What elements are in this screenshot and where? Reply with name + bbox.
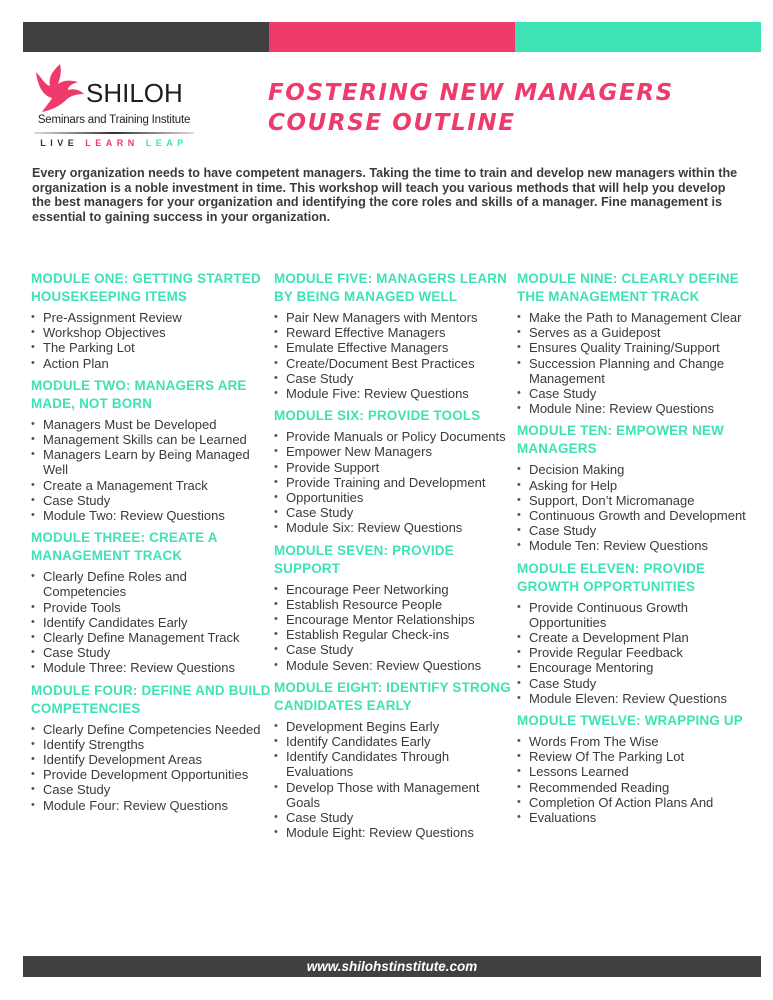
module-heading: MODULE TEN: EMPOWER NEW MANAGERS xyxy=(517,423,724,457)
topic-item: • Pre-Assignment Review xyxy=(31,310,271,325)
topic-item: • Module Eight: Review Questions xyxy=(274,825,514,840)
website-link[interactable]: www.shilohstinstitute.com xyxy=(306,959,478,974)
topic-item: • Provide Training and Development xyxy=(274,475,514,490)
logo-brand-text: SHILOH xyxy=(86,78,183,108)
topic-item: • Establish Resource People xyxy=(274,597,514,612)
topic-item: • Pair New Managers with Mentors xyxy=(274,310,514,325)
topic-item: • Create/Document Best Practices xyxy=(274,356,514,371)
topic-item: • Identify Candidates Early xyxy=(274,734,514,749)
module-topic-list xyxy=(517,734,757,825)
topic-item: • Decision Making xyxy=(517,462,757,477)
topic-item: • Emulate Effective Managers xyxy=(274,340,514,355)
top-color-bar xyxy=(23,22,761,52)
topic-item: • Action Plan xyxy=(31,356,271,371)
topic-item: • Case Study xyxy=(274,810,514,825)
topic-item: • Clearly Define Roles and Competencies xyxy=(31,569,271,599)
topic-item: • Provide Manuals or Policy Documents xyxy=(274,429,514,444)
topic-item: • Encourage Peer Networking xyxy=(274,582,514,597)
module-topic-list xyxy=(517,600,757,706)
topic-item: • Module Four: Review Questions xyxy=(31,798,271,813)
module-section xyxy=(31,529,271,675)
module-section xyxy=(274,542,514,673)
module-topic-list xyxy=(517,462,757,553)
topic-item: • Case Study xyxy=(31,493,271,508)
module-heading: MODULE FIVE: MANAGERS LEARN BY BEING MANAGED WELL xyxy=(274,271,508,304)
topic-item: • Reward Effective Managers xyxy=(274,325,514,340)
top-bar-pink-segment xyxy=(269,22,515,52)
module-heading: MODULE TWELVE: WRAPPING UP xyxy=(517,713,743,729)
topic-item: • Make the Path to Management Clear xyxy=(517,310,757,325)
topic-item: • Create a Development Plan xyxy=(517,630,757,645)
module-heading: MODULE THREE: CREATE A MANAGEMENT TRACK xyxy=(31,530,218,564)
topic-item: • Case Study xyxy=(517,676,757,691)
topic-item: • Words From The Wise xyxy=(517,734,757,749)
module-section xyxy=(274,270,514,401)
module-topic-list xyxy=(274,310,514,401)
module-section xyxy=(31,377,271,523)
topic-item: • Lessons Learned xyxy=(517,764,757,779)
topic-item: • Identify Candidates Through Evaluations xyxy=(274,749,514,779)
module-heading: MODULE EIGHT: IDENTIFY STRONG CANDIDATES EARLY xyxy=(274,679,511,713)
module-heading: MODULE TWO: MANAGERS ARE MADE, NOT BORN xyxy=(31,377,247,411)
module-heading: MODULE NINE: CLEARLY DEFINE THE MANAGEMENT TRACK xyxy=(517,271,739,304)
topic-item: • Case Study xyxy=(31,645,271,660)
outline-column-3 xyxy=(517,270,757,831)
topic-item: • Case Study xyxy=(274,642,514,657)
module-heading: MODULE ONE: GETTING STARTED HOUSEKEEPING ITEMS xyxy=(31,271,261,304)
topic-item: • Clearly Define Competencies Needed xyxy=(31,722,271,737)
tagline-learn: LEARN xyxy=(85,138,139,148)
module-topic-list xyxy=(31,310,271,371)
topic-item: • Module Two: Review Questions xyxy=(31,508,271,523)
topic-item: • Case Study xyxy=(274,505,514,520)
outline-column-2 xyxy=(274,270,514,846)
dove-icon xyxy=(34,64,88,112)
topic-item: • Clearly Define Management Track xyxy=(31,630,271,645)
topic-item: • Management Skills can be Learned xyxy=(31,432,271,447)
topic-item: • Continuous Growth and Development xyxy=(517,508,757,523)
module-section xyxy=(517,560,757,706)
topic-item: • Module Ten: Review Questions xyxy=(517,538,757,553)
module-section xyxy=(31,682,271,813)
topic-item: • Case Study xyxy=(31,782,271,797)
outline-column-1 xyxy=(31,270,271,819)
module-section xyxy=(517,422,757,553)
topic-item: • Evaluations xyxy=(517,810,757,825)
topic-item: • Module Nine: Review Questions xyxy=(517,401,757,416)
module-topic-list xyxy=(274,582,514,673)
topic-item: • Provide Regular Feedback xyxy=(517,645,757,660)
logo-tagline xyxy=(34,138,194,148)
topic-item: • Module Eleven: Review Questions xyxy=(517,691,757,706)
topic-item: • Serves as a Guidepost xyxy=(517,325,757,340)
module-section xyxy=(31,270,271,371)
topic-item: • Create a Management Track xyxy=(31,478,271,493)
topic-item: • Managers Must be Developed xyxy=(31,417,271,432)
topic-item: • Development Begins Early xyxy=(274,719,514,734)
topic-item: • Provide Support xyxy=(274,460,514,475)
module-heading: MODULE SEVEN: PROVIDE SUPPORT xyxy=(274,542,454,576)
topic-item: • Encourage Mentoring xyxy=(517,660,757,675)
topic-item: • Review Of The Parking Lot xyxy=(517,749,757,764)
module-topic-list xyxy=(31,722,271,813)
title-line-1: FOSTERING NEW MANAGERS xyxy=(268,80,674,106)
topic-item: • Encourage Mentor Relationships xyxy=(274,612,514,627)
topic-item: • Module Five: Review Questions xyxy=(274,386,514,401)
topic-item: • Empower New Managers xyxy=(274,444,514,459)
module-topic-list xyxy=(274,719,514,841)
module-topic-list xyxy=(274,429,514,535)
topic-item: • Module Seven: Review Questions xyxy=(274,658,514,673)
topic-item: • Support, Don’t Micromanage xyxy=(517,493,757,508)
module-topic-list xyxy=(31,417,271,523)
topic-item: • Opportunities xyxy=(274,490,514,505)
tagline-live: LIVE xyxy=(40,138,79,148)
topic-item: • Module Six: Review Questions xyxy=(274,520,514,535)
topic-item: • Provide Continuous Growth Opportunities xyxy=(517,600,757,630)
topic-item: • Workshop Objectives xyxy=(31,325,271,340)
topic-item: • Ensures Quality Training/Support xyxy=(517,340,757,355)
top-bar-dark-segment xyxy=(23,22,269,52)
topic-item: • Establish Regular Check-ins xyxy=(274,627,514,642)
title-line-2: COURSE OUTLINE xyxy=(268,110,516,136)
topic-item: • Provide Development Opportunities xyxy=(31,767,271,782)
module-topic-list xyxy=(31,569,271,675)
topic-item: • Develop Those with Management Goals xyxy=(274,780,514,810)
tagline-leap: LEAP xyxy=(145,138,188,148)
page-title xyxy=(268,78,674,138)
module-section xyxy=(274,407,514,535)
topic-item: • Succession Planning and Change Management xyxy=(517,356,757,386)
topic-item: • Case Study xyxy=(517,523,757,538)
topic-item: • Provide Tools xyxy=(31,600,271,615)
topic-item: • Module Three: Review Questions xyxy=(31,660,271,675)
module-section xyxy=(517,270,757,416)
topic-item: • Managers Learn by Being Managed Well xyxy=(31,447,271,477)
module-section xyxy=(517,712,757,825)
module-topic-list xyxy=(517,310,757,416)
footer-bar xyxy=(23,956,761,977)
topic-item: • The Parking Lot xyxy=(31,340,271,355)
topic-item: • Identify Development Areas xyxy=(31,752,271,767)
topic-item: • Case Study xyxy=(274,371,514,386)
intro-paragraph: Every organization needs to have competent managers. Taking the time to train and develop new managers within the organization is a noble investment in time. This workshop will teach you various methods that will help you develop the best managers for your organization and identifying the core roles and skills of a manager. Fine management is essential to gaining success in your organization. xyxy=(32,166,738,224)
top-bar-teal-segment xyxy=(515,22,761,52)
module-section xyxy=(274,679,514,841)
topic-item: • Case Study xyxy=(517,386,757,401)
logo-divider xyxy=(34,132,194,134)
topic-item: • Completion Of Action Plans And xyxy=(517,795,757,810)
module-heading: MODULE FOUR: DEFINE AND BUILD COMPETENCIES xyxy=(31,682,271,716)
topic-item: • Identify Candidates Early xyxy=(31,615,271,630)
shiloh-logo xyxy=(34,64,194,154)
logo-subtitle: Seminars and Training Institute xyxy=(37,114,191,126)
topic-item: • Identify Strengths xyxy=(31,737,271,752)
module-heading: MODULE ELEVEN: PROVIDE GROWTH OPPORTUNITIES xyxy=(517,560,706,594)
topic-item: • Recommended Reading xyxy=(517,780,757,795)
topic-item: • Asking for Help xyxy=(517,478,757,493)
module-heading: MODULE SIX: PROVIDE TOOLS xyxy=(274,408,481,424)
